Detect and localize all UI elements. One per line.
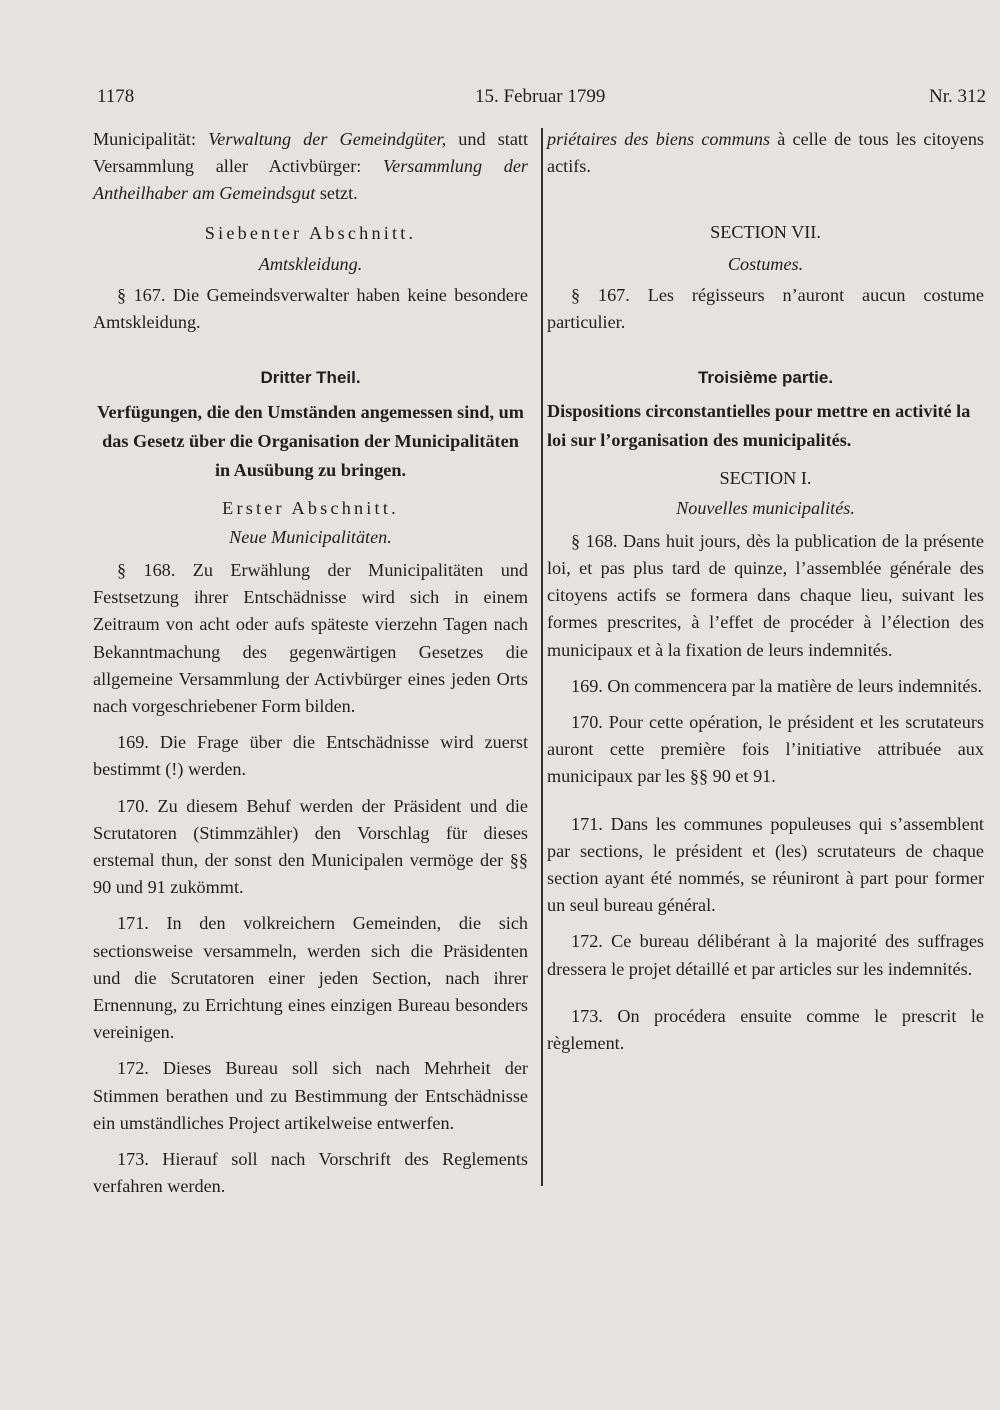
french-paragraph-167: § 167. Les régisseurs n’auront aucun costume particulier. [547,284,984,333]
french-section1-subtitle: Nouvelles municipalités. [676,497,855,518]
french-paragraph-171: 171. Dans les communes populeuses qui s’assemblent par sections, le président et (les) scrutateurs de chaque section ayant été nommés, se réuniront à part pour former un seul bureau général. [547,813,984,916]
french-part3-title: Troisième partie. [697,368,834,388]
french-section1-title: SECTION I. [719,468,812,489]
german-intro-text-a: Municipalität: [93,129,209,149]
french-paragraph-169: 169. On commencera par la matière de leurs indemnités. [571,675,983,696]
french-section7-title: SECTION VII. [710,222,821,243]
document-number: Nr. 312 [929,86,986,107]
german-paragraph-169: 169. Die Frage über die Entschädnisse wird zuerst bestimmt (!) werden. [93,732,528,780]
column-divider [541,128,543,1186]
german-intro-text-c: und statt Versammlung aller Activbürger: [93,129,529,177]
french-intro-text-a: priétaires des biens communs [547,129,771,149]
german-section1-subtitle: Neue Municipalitäten. [229,526,392,547]
french-section7-subtitle: Costumes. [727,253,804,274]
german-intro-text-d: Versammlung der Antheilhaber am Gemeindsgut [93,156,528,204]
french-intro-text-b: à celle de tous les citoyens actifs. [547,129,984,177]
french-part3-heading: Dispositions circonstantielles pour mettre en activité la loi sur l’organisation des municipalités. [547,401,971,451]
french-paragraph-170: 170. Pour cette opération, le président et les scrutateurs auront cette première fois l’initiative attribuée aux municipaux par les §§ 90 et 91. [547,712,984,787]
german-paragraph-168: § 168. Zu Erwählung der Municipalitäten und Festsetzung ihrer Entschädnisse wird sich in einem Zeitraum von acht oder aufs späteste vierzehn Tagen nach Bekanntmachung des gegenwärtigen Gesetzes die allgemeine Versammlung der Activbürger eines jeden Orts nach vorgeschriebener Form bilden. [93,560,528,717]
german-part3-title: Dritter Theil. [260,368,361,388]
german-column [93,124,528,1201]
french-paragraph-172: 172. Ce bureau délibérant à la majorité des suffrages dressera le projet détaillé et par articles sur les indemnités. [547,931,984,979]
german-paragraph-172: 172. Dieses Bureau soll sich nach Mehrheit der Stimmen berathen und zu Bestimmung der Entschädnisse ein umständliches Project artikelweise entwerfen. [93,1058,528,1133]
german-intro-text-b: Verwaltung der Gemeindgüter, [208,129,447,149]
french-paragraph-173: 173. On procédera ensuite comme le prescrit le règlement. [547,1005,984,1054]
page-number: 1178 [97,86,135,107]
page-date: 15. Februar 1799 [475,86,606,107]
german-paragraph-167: § 167. Die Gemeindsverwalter haben keine besondere Amtskleidung. [93,285,528,333]
french-column [547,124,984,1057]
german-intro [93,126,528,208]
french-intro [547,126,984,180]
german-section1-title: Erster Abschnitt. [222,497,399,518]
german-section7-subtitle: Amtskleidung. [258,253,363,274]
german-part3-heading: Verfügungen, die den Umständen angemessen sind, um das Gesetz über die Organisation der Municipalitäten in Ausübung zu bringen. [97,401,524,480]
page-header [97,86,986,116]
german-paragraph-170: 170. Zu diesem Behuf werden der Präsident und die Scrutatoren (Stimmzähler) den Vorschlag für dieses erstemal thun, der sonst den Municipalen vermöge der §§ 90 und 91 zukömmt. [93,795,528,898]
german-paragraph-171: 171. In den volkreichern Gemeinden, die sich sectionsweise versammeln, werden sich die Präsidenten und die Scrutatoren einer jeden Section, nach ihrer Ernennung, zu Errichtung eines einzigen Bureau besonders vereinigen. [93,913,528,1043]
german-section7-title: Siebenter Abschnitt. [204,222,417,243]
french-paragraph-168: § 168. Dans huit jours, dès la publication de la présente loi, et pas plus tard de quinze, l’assemblée générale des citoyens actifs se formera dans chaque lieu, suivant les formes prescrites, à l’effet de procéder à l’élection des municipaux et à la fixation de leurs indemnités. [547,530,984,660]
german-paragraph-173: 173. Hierauf soll nach Vorschrift des Reglements verfahren werden. [93,1149,528,1197]
german-intro-text-e: setzt. [315,183,358,204]
